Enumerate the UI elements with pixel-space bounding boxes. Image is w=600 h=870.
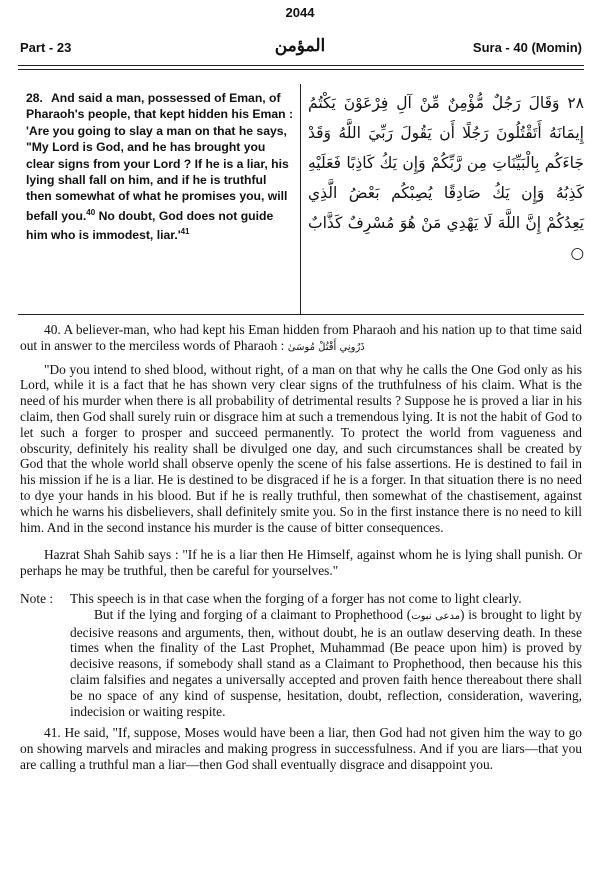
- note-paragraph-2: [70, 607, 582, 720]
- footnote-ref-41: 41: [180, 227, 190, 237]
- note-paragraph-1: This speech is in that case when the forging of a forger has not come to light clearly.: [70, 590, 522, 606]
- verse-text: And said a man, possessed of Eman, of Pharaoh's people, that kept hidden his Eman : 'Are you going to slay a man on that he says, "My Lord is God, and he has brought you clear signs from your Lord ? If he is a liar, his lying shall fall on him, and if he is truthful then somewhat of what he promises you, will befall you.: [26, 91, 294, 223]
- verse-arabic: [308, 88, 584, 268]
- verse-arabic-text: وَقَالَ رَجُلٌ مُّؤْمِنٌ مِّنْ آلِ فِرْعَوْنَ يَكْتُمُ إِيمَانَهُ أَتَقْتُلُونَ رَجُلًا أَن يَقُولَ رَبِّيَ اللَّهُ وَقَدْ جَاءَكُم بِالْبَيِّنَاتِ مِن رَّبِّكُمْ وَإِن يَكُ كَاذِبًا فَعَلَيْهِ كَذِبُهُ وَإِن يَكُ صَادِقًا يُصِبْكُم بَعْضُ الَّذِي يَعِدُكُمْ إِنَّ اللَّهَ لَا يَهْدِي مَنْ هُوَ مُسْرِفٌ كَذَّابٌ ○: [308, 94, 584, 262]
- page-number: 2044: [285, 5, 315, 20]
- sura-title-arabic: المؤمن: [274, 36, 326, 55]
- part-label: Part - 23: [20, 40, 72, 55]
- commentary-40-body: "Do you intend to shed blood, without right, of a man on that why he calls the One God only as his Lord, while it is a fact that he has shown very clear signs of the truthfulness of his claim. What is the need of his murder when there is all probability of detrimental results ? Suppose he is proved a liar in his claim, then God shall surely ruin or disgrace him at such a tremendous lying. It is not the habit of God to let such a forger to prosper and succeed permanently. To protect the world from vagueness and obscurity, definitely his reality shall be divulged one day, and such circumstances shall be created by God that the whole world shall observe openly the scene of his false assertions. He is destined to fail in his mission if he is a liar. He is destined to be disgraced if he is a forger. In that situation there is no need to dye your hands in his blood. But if he is really truthful, then somewhat of the chastisement, against which he warns his disbelievers, shall definitely smite you. So in the first instance there is no need to kill him. And in the second instance his murder is the cause of bitter consequences.: [20, 361, 582, 535]
- verse-arabic-number: ٢٨: [567, 94, 584, 112]
- note-block: [20, 591, 582, 719]
- commentary-40-intro-text: 40. A believer-man, who had kept his Eman hidden from Pharaoh and his nation up to that time said out in answer to the merciless words of Pharaoh :: [20, 322, 582, 353]
- note-label: Note :: [20, 590, 54, 606]
- commentary-40-arabic: ذَرُونِي أَقْتُلْ مُوسَىٰ: [287, 341, 365, 353]
- verse-text-end: No doubt, God does not guide him who is immodest, liar.': [26, 208, 274, 243]
- sura-label: Sura - 40 (Momin): [472, 40, 582, 55]
- column-divider: [300, 84, 301, 314]
- header-rule-top: [18, 65, 584, 66]
- verse-rule: [18, 314, 584, 315]
- verse-number: 28.: [26, 91, 43, 105]
- commentary-40-intro: [20, 322, 582, 356]
- commentary: [20, 322, 582, 773]
- note-p2-before: But if the lying and forging of a claimant to Prophethood (: [94, 606, 412, 622]
- commentary-40-shah: Hazrat Shah Sahib says : "If he is a liar then He Himself, against whom he is lying shall punish. Or perhaps he may be truthful, then be careful for yourselves.": [20, 547, 582, 579]
- footnote-ref-40: 40: [86, 207, 96, 217]
- commentary-41: 41. He said, "If, suppose, Moses would have been a liar, then God had not given him the way to go on showing marvels and miracles and making progress in successfulness. And if you are liars—that you are calling a truthful man a liar—then God shall eventually disgrace and disappoint you.: [20, 725, 582, 772]
- note-p2-arabic: مدعی نبوت: [411, 610, 461, 622]
- note-p2-after: ) is brought to light by decisive reasons and arguments, then, without doubt, he is an outlaw deserving death. In these times when the finality of the Last Prophet, Muhammad (Be peace upon him) is proved by decisive reasons, if somebody shall stand as a Claimant to Prophethood, then because his this claim falsifies and negates a universally accepted and proven faith hence thereabout there shall be no space of any kind of suspense, hesitation, doubt, reflection, consideration, wavering, indecision or waiting respite.: [70, 606, 582, 719]
- header-rule-bottom: [18, 69, 584, 70]
- note-body: [70, 591, 582, 719]
- verse-translation: [26, 90, 294, 244]
